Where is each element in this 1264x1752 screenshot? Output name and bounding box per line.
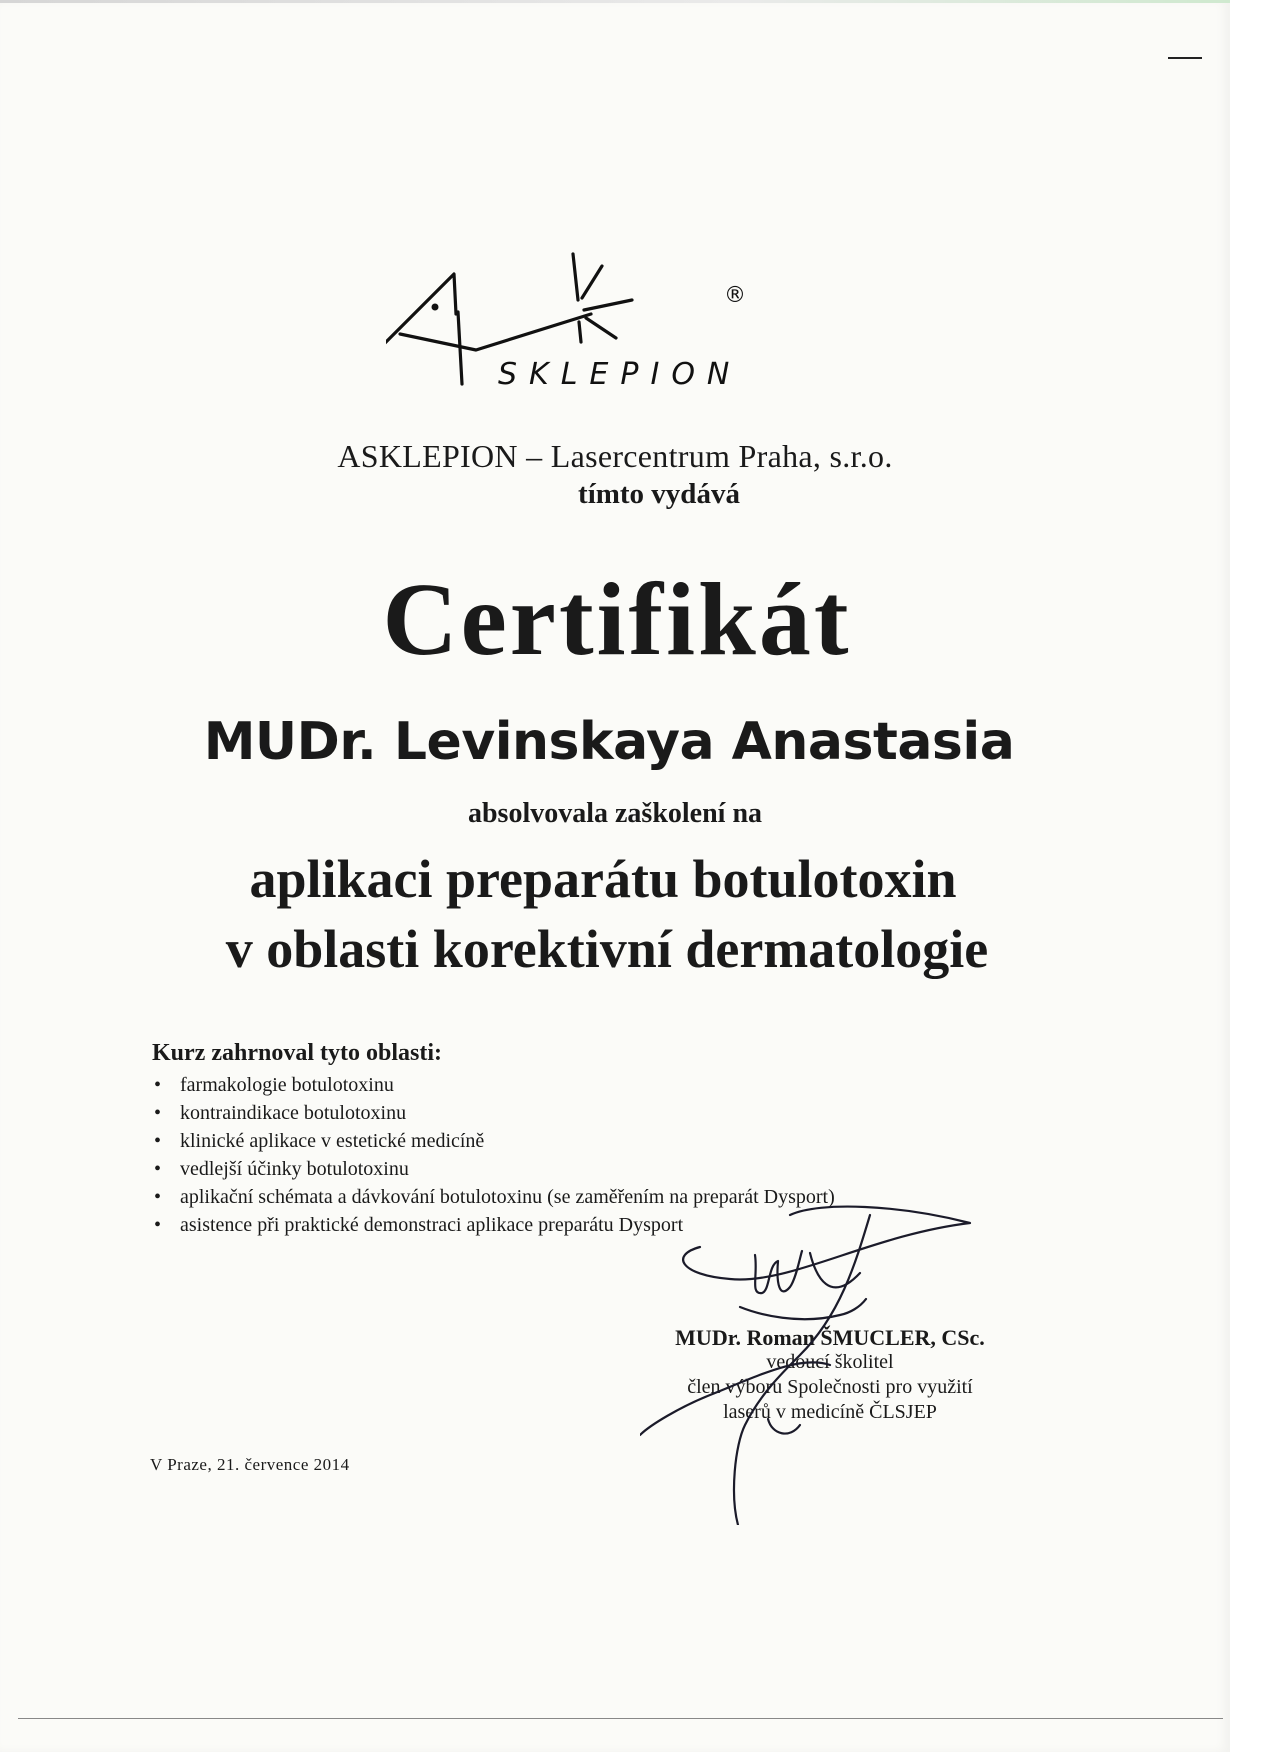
course-item: • klinické aplikace v estetické medicíně <box>152 1127 972 1155</box>
bottom-divider <box>18 1718 1223 1719</box>
handwritten-signature <box>640 1195 980 1525</box>
scan-right-margin <box>1230 0 1264 1752</box>
course-topic-line1: aplikaci preparátu botulotoxin <box>249 849 957 909</box>
course-item: • vedlejší účinky botulotoxinu <box>152 1155 972 1183</box>
scan-edge-mark <box>1168 57 1202 59</box>
certificate-title: Certifikát <box>382 562 852 677</box>
company-name: ASKLEPION – Lasercentrum Praha, s.r.o. <box>337 438 893 474</box>
issues-text: tímto vydává <box>578 478 740 510</box>
course-item: • kontraindikace botulotoxinu <box>152 1099 972 1127</box>
scan-top-edge <box>0 0 1230 3</box>
signer-membership-line2: laserů v medicíně ČLSJEP <box>723 1401 937 1423</box>
course-topic-line2: v oblasti korektivní dermatologie <box>225 919 989 979</box>
signer-name: MUDr. Roman ŠMUCLER, CSc. <box>675 1325 985 1350</box>
course-heading: Kurz zahrnoval tyto oblasti: <box>152 1040 442 1066</box>
logo-wordmark: SKLEPION <box>498 357 742 392</box>
asklepion-logo <box>386 252 846 404</box>
completed-text: absolvovala zaškolení na <box>467 798 763 829</box>
signer-membership-line1: člen výboru Společnosti pro využití <box>687 1376 973 1398</box>
course-item: • asistence při praktické demonstraci aplikace preparátu Dysport <box>152 1211 972 1239</box>
logo-mark <box>386 252 846 404</box>
registered-mark: ® <box>724 283 746 308</box>
issue-date: V Praze, 21. července 2014 <box>150 1455 350 1474</box>
course-item: • farmakologie botulotoxinu <box>152 1071 972 1099</box>
course-item: • aplikační schémata a dávkování botulotoxinu (se zaměřením na preparát Dysport) <box>152 1183 972 1211</box>
signer-role: vedoucí školitel <box>766 1351 894 1373</box>
recipient-name: MUDr. Levinskaya Anastasia <box>203 712 1015 772</box>
